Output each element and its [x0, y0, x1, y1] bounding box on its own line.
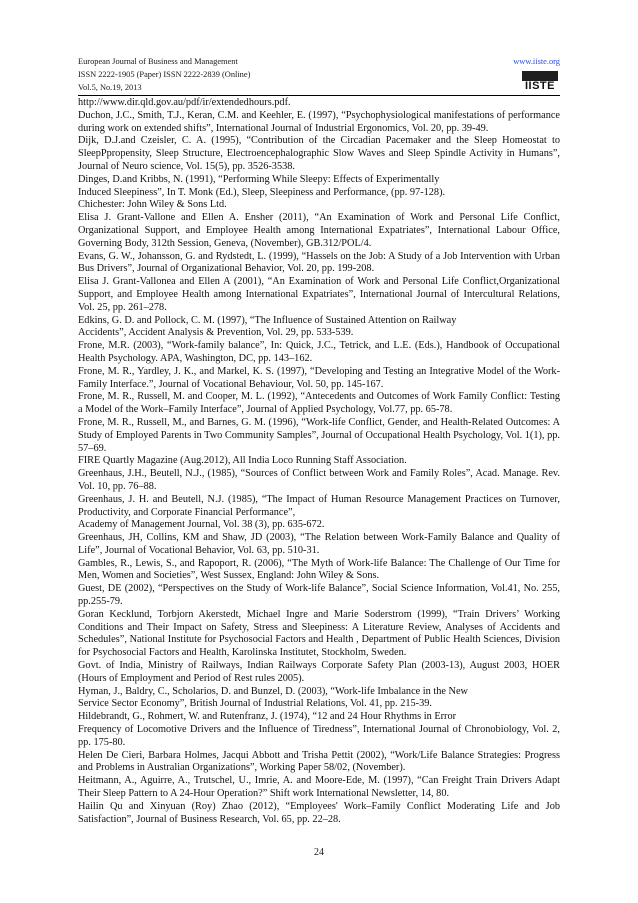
- reference-entry: Elisa J. Grant-Vallone and Ellen A. Ensher (2011), “An Examination of Work and Personal Life Conflict, Organizational Support, and Employee Health among International Expatriates”, International Labour Office, Governing Body, 312th Session, Geneva, (November), GB.312/POL/4.: [78, 212, 560, 249]
- header-rule: [78, 95, 560, 96]
- reference-entry: Evans, G. W., Johansson, G. and Rydstedt, L. (1999), “Hassels on the Job: A Study of a Job Intervention with Urban Bus Drivers”, Journal of Organizational Behavior, Vol. 20, pp. 199-208.: [78, 250, 560, 275]
- reference-list: [78, 97, 560, 826]
- reference-entry: Edkins, G. D. and Pollock, C. M. (1997), “The Influence of Sustained Attention on Railway: [78, 314, 457, 326]
- reference-entry: http://www.dir.qld.gov.au/pdf/ir/extendedhours.pdf.: [78, 97, 291, 108]
- reference-entry: Frone, M. R., Yardley, J. K., and Markel, K. S. (1997), “Developing and Testing an Integrative Model of the Work-Family Interface.”, Journal of Vocational Behaviour, Vol. 50, pp. 145-167.: [78, 365, 560, 390]
- reference-entry: Hailin Qu and Xinyuan (Roy) Zhao (2012), “Employees' Work–Family Conflict Moderating Life and Job Satisfaction”, Journal of Business Research, Vol. 65, pp. 22–28.: [78, 800, 560, 825]
- reference-entry: Gambles, R., Lewis, S., and Rapoport, R. (2006), “The Myth of Work-life Balance: The Challenge of Our Time for Men, Women and Societies”, West Sussex, England: John Wiley & Sons.: [78, 557, 560, 582]
- reference-entry: Heitmann, A., Aguirre, A., Trutschel, U., Imrie, A. and Moore-Ede, M. (1997), “Can Freight Train Drivers Adapt Their Sleep Pattern to A 24-Hour Operation?” Shift work International Newsletter, 14, 80.: [78, 775, 560, 800]
- reference-entry: Greenhaus, J. H. and Beutell, N.J. (1985), “The Impact of Human Resource Management Practices on Turnover, Productivity, and Corporate Financial Performance”,: [78, 493, 560, 518]
- issn-line: ISSN 2222-1905 (Paper) ISSN 2222-2839 (Online): [78, 70, 251, 79]
- reference-entry: Guest, DE (2002), “Perspectives on the Study of Work-life Balance”, Social Science Information, Vol.41, No. 255, pp.255-79.: [78, 583, 560, 608]
- journal-title: European Journal of Business and Management: [78, 57, 238, 66]
- reference-entry: Dijk, D.J.and Czeisler, C. A. (1995), “Contribution of the Circadian Pacemaker and the Sleep Homeostat to SleepPpropensity, Sleep Structure, Electroencephalographic Slow Waves and Sleep Spindle Activity in Humans”, Journal of Neuro science, Vol. 15(5), pp. 3526-3538.: [78, 135, 560, 172]
- reference-entry: Elisa J. Grant-Vallonea and Ellen A (2001), “An Examination of Work and Personal Life Conflict,Organizational Support, and Employee Health among International Expatriates”, International Journal of Intercultural Relations, Vol. 25, pp. 261–278.: [78, 276, 560, 313]
- reference-entry: Frone, M. R., Russell, M., and Barnes, G. M. (1996), “Work-life Conflict, Gender, and Health-Related Outcomes: A Study of Employed Parents in Two Community Samples”, Journal of Occupational Health Psychology, Vol. 1(1), pp. 57–69.: [78, 416, 560, 454]
- reference-entry: Hyman, J., Baldry, C., Scholarios, D. and Bunzel, D. (2003), “Work-life Imbalance in the New: [78, 685, 468, 697]
- reference-entry: Service Sector Economy”, British Journal of Industrial Relations, Vol. 41, pp. 215-39.: [78, 698, 432, 710]
- volume-line: Vol.5, No.19, 2013: [78, 83, 142, 92]
- reference-entry: Helen De Cieri, Barbara Holmes, Jacqui Abbott and Trisha Pettit (2002), “Work/Life Balance Strategies: Progress and Problems in Australian Organizations”, Working Paper 58/02, (November).: [78, 749, 560, 774]
- logo-text: IISTE: [524, 80, 555, 92]
- reference-entry: Frequency of Locomotive Drivers and the Influence of Tiredness”, International Journal of Chronobiology, Vol. 2, pp. 175-80.: [78, 724, 560, 748]
- reference-entry: Hildebrandt, G., Rohmert, W. and Rutenfranz, J. (1974), “12 and 24 Hour Rhythms in Error: [78, 711, 457, 723]
- reference-entry: FIRE Quartly Magazine (Aug.2012), All India Loco Running Staff Association.: [78, 455, 407, 467]
- reference-entry: Induced Sleepiness”, In T. Monk (Ed.), Sleep, Sleepiness and Performance, (pp. 97-128).: [78, 186, 446, 198]
- journal-url-link[interactable]: www.iiste.org: [513, 57, 560, 66]
- reference-entry: Dinges, D.and Kribbs, N. (1991), “Performing While Sleepy: Effects of Experimentally: [78, 173, 440, 185]
- reference-entry: Accidents”, Accident Analysis & Prevention, Vol. 29, pp. 533-539.: [78, 327, 354, 339]
- reference-entry: Frone, M. R., Russell, M. and Cooper, M. L. (1992), “Antecedents and Outcomes of Work Family Conflict: Testing a Model of the Work–Family Interface”, Journal of Applied Psychology, Vol.77, pp. 65-78.: [78, 391, 560, 416]
- iiste-logo: [522, 71, 558, 93]
- reference-entry: Duchon, J.C., Smith, T.J., Keran, C.M. and Keehler, E. (1997), “Psychophysiological manifestations of performance during work on extended shifts”, International Journal of Industrial Ergonomics, Vol. 20, pp. 39-49.: [78, 109, 560, 134]
- reference-entry: Academy of Management Journal, Vol. 38 (3), pp. 635-672.: [78, 519, 325, 531]
- reference-entry: Chichester: John Wiley & Sons Ltd.: [78, 199, 227, 211]
- reference-entry: Goran Kecklund, Torbjorn Akerstedt, Michael Ingre and Marie Soderstrom (1999), “Train Drivers’ Working Conditions and Their Impact on Safety, Stress and Sleepiness: A Literature Review, Analyses of Accidents and Schedules”, National Institute for Psychosocial Factors and Health , Department of Public Health Sciences, Division for Psychosocial Factors and Health, Karolinska Institutet, Stockholm, Sweden.: [78, 608, 560, 659]
- reference-entry: Greenhaus, J.H., Beutell, N.J., (1985), “Sources of Conflict between Work and Family Roles”, Acad. Manage. Rev. Vol. 10, pp. 76–88.: [78, 468, 560, 492]
- reference-entry: Greenhaus, JH, Collins, KM and Shaw, JD (2003), “The Relation between Work-Family Balance and Quality of Life”, Journal of Vocational Behavior, Vol. 63, pp. 510-31.: [78, 532, 560, 556]
- reference-entry: Govt. of India, Ministry of Railways, Indian Railways Corporate Safety Plan (2003-13), August 2003, HOER (Hours of Employment and Period of Rest rules 2005).: [78, 660, 560, 684]
- page-number: 24: [314, 847, 324, 858]
- reference-entry: Frone, M.R. (2003), “Work-family balance”, In: Quick, J.C., Tetrick, and L.E. (Eds.), Handbook of Occupational Health Psychology. APA, Washington, DC, pp. 143–162.: [78, 340, 560, 364]
